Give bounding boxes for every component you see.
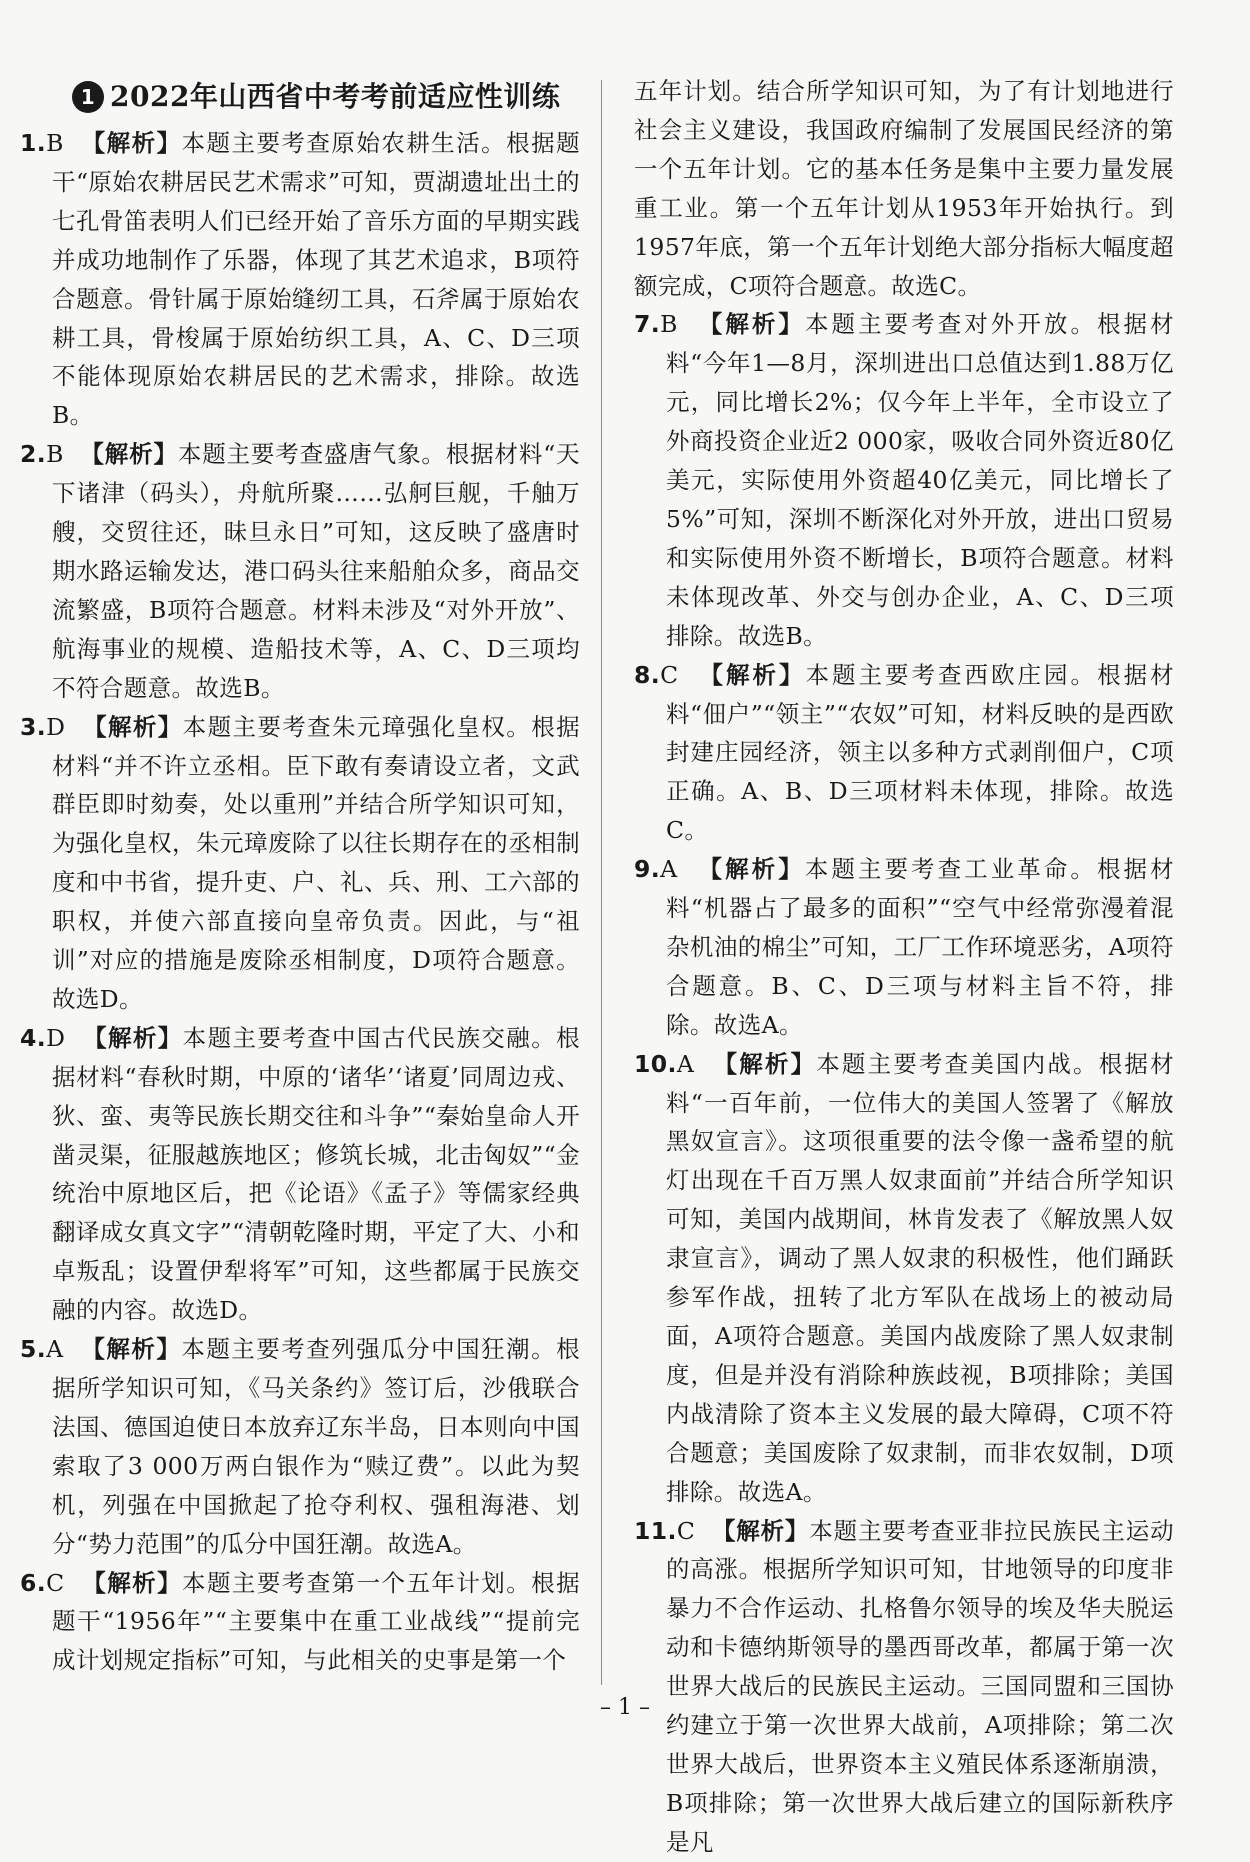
item-answer: B (46, 129, 64, 157)
item-tag: 【解析】 (83, 1023, 183, 1052)
answer-item-3 (20, 708, 580, 1019)
answer-item-7 (634, 305, 1174, 655)
item-text: 本题主要考查盛唐气象。根据材料“天下诸津（码头），舟航所聚……弘舸巨舰，千舳万艘，交贸往还，昧旦永日”可知，这反映了盛唐时期水路运输发达，港口码头往来船舶众多，商品交流繁盛，B项符合题意。材料未涉及“对外开放”、航海事业的规模、造船技术等，A、C、D三项均不符合题意。故选B。 (52, 440, 580, 702)
answer-item-4 (20, 1019, 580, 1330)
left-column (20, 72, 580, 1680)
section-title (72, 72, 580, 122)
item-number: 2. (20, 440, 47, 469)
answer-item-2 (20, 435, 580, 707)
item-text: 本题主要考查亚非拉民族民主运动的高涨。根据所学知识可知，甘地领导的印度非暴力不合作运动、扎格鲁尔领导的埃及华夫脱运动和卡德纳斯领导的墨西哥改革，都属于第一次世界大战后的民族民主运动。三国同盟和三国协约建立于第一次世界大战前，A项排除；第二次世界大战后，世界资本主义殖民体系逐渐崩溃，B项排除；第一次世界大战后建立的国际新秩序是凡 (666, 1516, 1174, 1856)
answer-item-11 (634, 1512, 1174, 1862)
item-number: 1. (20, 129, 47, 157)
item-text: 本题主要考查原始农耕生活。根据题干“原始农耕居民艺术需求”可知，贾湖遗址出土的七孔骨笛表明人们已经开始了音乐方面的早期实践并成功地制作了乐器，体现了其艺术追求，B项符合题意。骨针属于原始缝纫工具，石斧属于原始农耕工具，骨梭属于原始纺织工具，A、C、D三项不能体现原始农耕居民的艺术需求，排除。故选B。 (52, 129, 580, 430)
page-number: – 1 – (600, 1695, 650, 1720)
answer-item-6 (20, 1564, 580, 1681)
item-answer: A (660, 855, 678, 884)
item-text: 本题主要考查中国古代民族交融。根据材料“春秋时期，中原的‘诸华’‘诸夏’同周边戎、狄、蛮、夷等民族长期交往和斗争”“秦始皇命人开凿灵渠，征服越族地区；修筑长城，北击匈奴”“金统治中原地区后，把《论语》《孟子》等儒家经典翻译成女真文字”“清朝乾隆时期，平定了大、小和卓叛乱；设置伊犁将军”可知，这些都属于民族交融的内容。故选D。 (52, 1023, 580, 1325)
item-text: 本题主要考查第一个五年计划。根据题干“1956年”“主要集中在重工业战线”“提前完成计划规定指标”可知，与此相关的史事是第一个 (52, 1568, 580, 1675)
item-answer: A (46, 1335, 64, 1364)
item-text: 本题主要考查朱元璋强化皇权。根据材料“并不许立丞相。臣下敢有奏请设立者，文武群臣即时劾奏，处以重刑”并结合所学知识可知，为强化皇权，朱元璋废除了以往长期存在的丞相制度和中书省，提升吏、户、礼、兵、刑、工六部的职权，并使六部直接向皇帝负责。因此，与“祖训”对应的措施是废除丞相制度，D项符合题意。故选D。 (52, 712, 580, 1013)
item-text: 本题主要考查对外开放。根据材料“今年1—8月，深圳进出口总值达到1.88万亿元，同比增长2%；仅今年上半年，全市设立了外商投资企业近2 000家，吸收合同外资近80亿美元，实际使用外资超40亿美元，同比增长了5%”可知，深圳不断深化对外开放，进出口贸易和实际使用外资不断增长，B项符合题意。材料未体现改革、外交与创办企业，A、C、D三项排除。故选B。 (666, 310, 1174, 650)
item-tag: 【解析】 (81, 129, 182, 157)
item-tag: 【解析】 (711, 1516, 810, 1545)
item-number: 9. (634, 855, 661, 884)
item-answer: C (660, 660, 679, 689)
item-answer: A (676, 1049, 695, 1078)
item-number: 6. (20, 1568, 47, 1597)
section-title-text: 2022年山西省中考考前适应性训练 (110, 79, 561, 113)
item-answer: B (46, 440, 64, 469)
item-number: 4. (20, 1023, 47, 1052)
item-6-continuation: 五年计划。结合所学知识可知，为了有计划地进行社会主义建设，我国政府编制了发展国民经济的第一个五年计划。它的基本任务是集中主要力量发展重工业。第一个五年计划从1953年开始执行。到1957年底，第一个五年计划绝大部分指标大幅度超额完成，C项符合题意。故选C。 (634, 77, 1174, 300)
item-number: 5. (20, 1335, 47, 1364)
item-tag: 【解析】 (699, 660, 806, 689)
item-tag: 【解析】 (713, 1049, 817, 1078)
item-number: 8. (634, 660, 661, 689)
column-divider (601, 80, 602, 1685)
right-column (634, 72, 1174, 1862)
item-answer: D (46, 1023, 66, 1052)
answer-item-8 (634, 656, 1174, 851)
answer-item-1 (20, 124, 580, 435)
item-tag: 【解析】 (81, 1335, 182, 1364)
item-tag: 【解析】 (698, 310, 805, 339)
item-number: 7. (634, 310, 661, 339)
item-answer: C (46, 1568, 65, 1597)
item-answer: B (660, 310, 678, 339)
item-number: 3. (20, 712, 47, 741)
item-tag: 【解析】 (698, 855, 805, 884)
item-text: 本题主要考查工业革命。根据材料“机器占了最多的面积”“空气中经常弥漫着混杂机油的棉尘”可知，工厂工作环境恶劣，A项符合题意。B、C、D三项与材料主旨不符，排除。故选A。 (666, 855, 1174, 1039)
item-tag: 【解析】 (80, 440, 178, 469)
item-number: 10. (634, 1049, 677, 1078)
item-text: 本题主要考查列强瓜分中国狂潮。根据所学知识可知，《马关条约》签订后，沙俄联合法国、德国迫使日本放弃辽东半岛，日本则向中国索取了3 000万两白银作为“赎辽费”。以此为契机，列强在中国掀起了抢夺利权、强租海港、划分“势力范围”的瓜分中国狂潮。故选A。 (52, 1335, 580, 1558)
answer-item-9 (634, 850, 1174, 1045)
answer-item-10 (634, 1045, 1174, 1512)
item-answer: D (46, 712, 66, 741)
item-answer: C (676, 1516, 696, 1545)
item-number: 11. (634, 1516, 677, 1545)
item-tag: 【解析】 (82, 1568, 183, 1597)
item-text: 本题主要考查西欧庄园。根据材料“佃户”“领主”“农奴”可知，材料反映的是西欧封建庄园经济，领主以多种方式剥削佃户，C项正确。A、B、D三项材料未体现，排除。故选C。 (666, 660, 1174, 845)
section-number-badge: 1 (72, 81, 104, 113)
answer-item-5 (20, 1330, 580, 1563)
item-text: 本题主要考查美国内战。根据材料“一百年前，一位伟大的美国人签署了《解放黑奴宣言》。这项很重要的法令像一盏希望的航灯出现在千百万黑人奴隶面前”并结合所学知识可知，美国内战期间，林肯发表了《解放黑人奴隶宣言》，调动了黑人奴隶的积极性，他们踊跃参军作战，扭转了北方军队在战场上的被动局面，A项符合题意。美国内战废除了黑人奴隶制度，但是并没有消除种族歧视，B项排除；美国内战清除了资本主义发展的最大障碍，C项不符合题意；美国废除了奴隶制，而非农奴制，D项排除。故选A。 (666, 1049, 1174, 1506)
item-tag: 【解析】 (83, 712, 183, 741)
